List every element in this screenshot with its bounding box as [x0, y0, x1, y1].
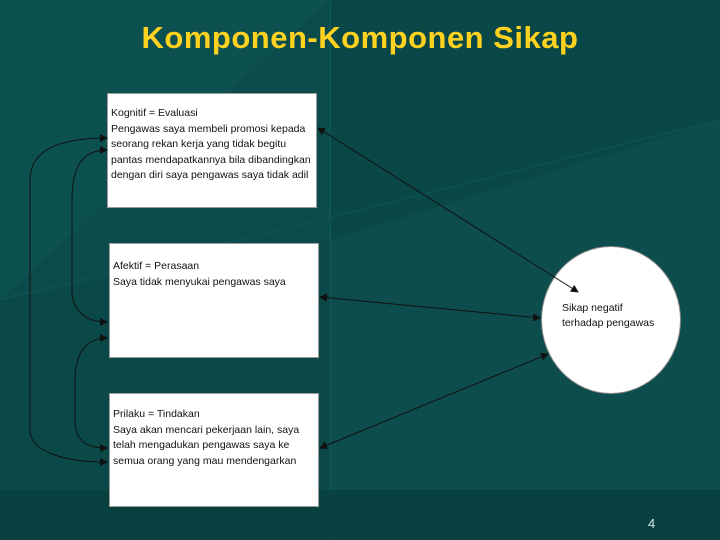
attitude-circle	[541, 246, 681, 394]
component-box-kognitif	[107, 93, 317, 208]
component-text-line: Saya akan mencari pekerjaan lain, saya	[113, 423, 300, 436]
component-box-afektif	[109, 243, 319, 358]
component-box-prilaku	[109, 393, 319, 507]
attitude-text-line: terhadap pengawas	[562, 317, 655, 329]
slide-title: Komponen-Komponen Sikap	[141, 20, 579, 55]
component-text-line: dengan diri saya pengawas saya tidak adil	[111, 169, 309, 181]
page-number: 4	[648, 516, 656, 531]
component-text-line: pantas mendapatkannya bila dibandingkan	[111, 153, 311, 166]
attitude-text-line: Sikap negatif	[562, 302, 623, 314]
component-text-line: semua orang yang mau mendengarkan	[113, 454, 297, 467]
component-text-line: Saya tidak menyukai pengawas saya	[113, 275, 286, 288]
component-heading: Afektif = Perasaan	[113, 260, 200, 272]
component-heading: Prilaku = Tindakan	[113, 408, 200, 420]
component-text-line: telah mengadukan pengawas saya ke	[113, 439, 290, 451]
component-text-line: Pengawas saya membeli promosi kepada	[111, 122, 306, 135]
component-text-line: seorang rekan kerja yang tidak begitu	[111, 138, 287, 150]
component-heading: Kognitif = Evaluasi	[111, 107, 198, 119]
